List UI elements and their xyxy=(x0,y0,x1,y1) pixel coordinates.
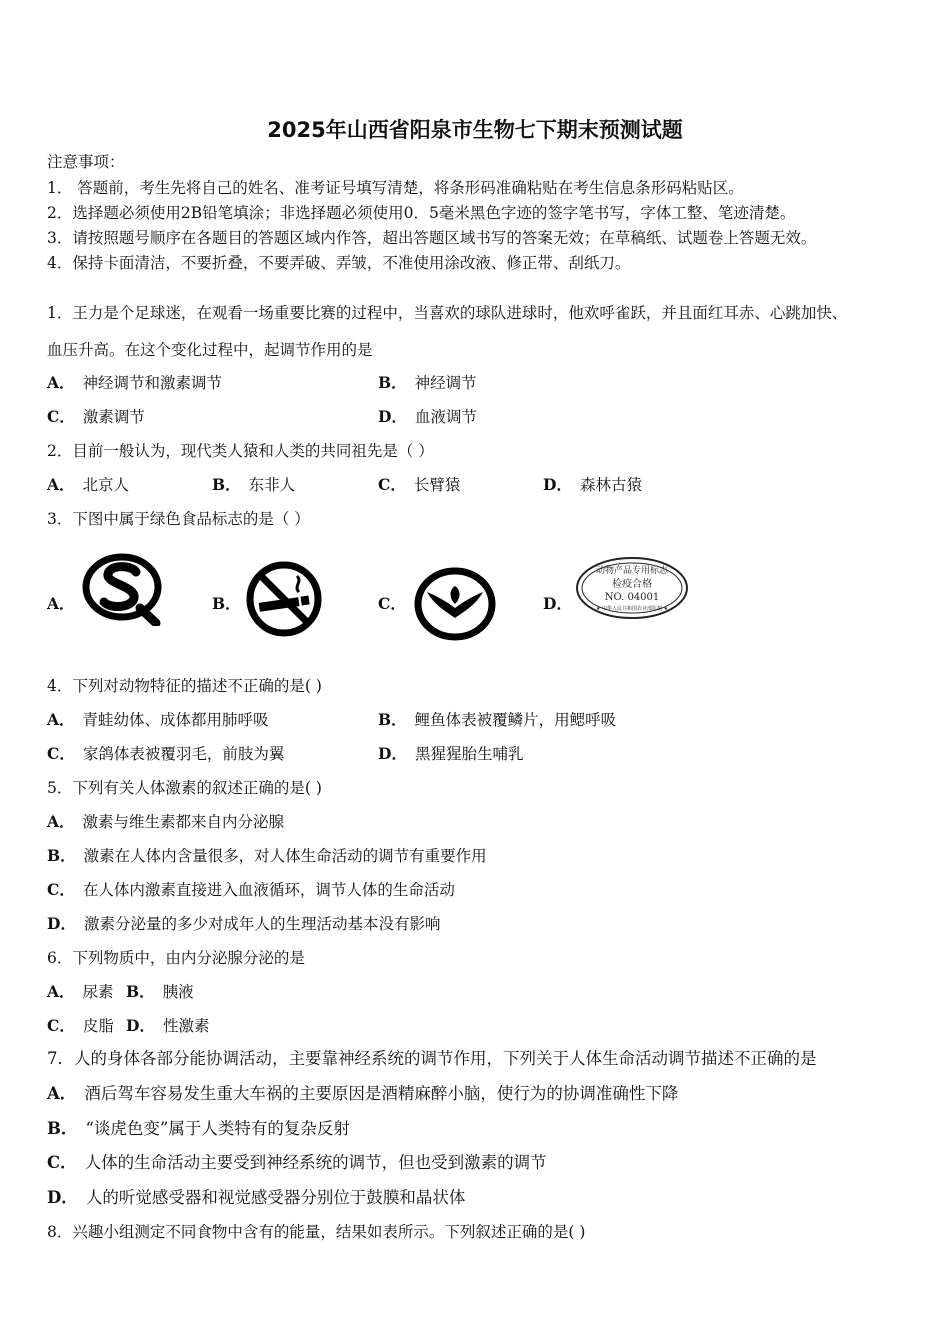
quarantine-stamp-icon xyxy=(574,555,690,621)
q2-stem: 2．目前一般认为，现代类人猿和人类的共同祖先是（ ） xyxy=(47,442,434,460)
q7-option-a: A． 酒后驾车容易发生重大车祸的主要原因是酒精麻醉小脑，使行为的协调准确性下降 xyxy=(47,1084,679,1103)
q5-option-a: A． 激素与维生素都来自内分泌腺 xyxy=(47,812,285,831)
page-title: 2025年山西省阳泉市生物七下期末预测试题 xyxy=(267,118,683,142)
q1-option-a: A． 神经调节和激素调节 xyxy=(47,373,223,392)
qs-mark-icon xyxy=(80,552,164,626)
q3-option-d: D． xyxy=(543,594,572,613)
q3-option-c: C． xyxy=(378,594,406,613)
q3-option-a: A． xyxy=(47,594,75,613)
stamp-number-text: NO. 04001 xyxy=(604,592,660,603)
stamp-bottom-text: ★ 中华人民共和国农业部监制 ★ xyxy=(595,606,669,612)
q1-option-c: C． 激素调节 xyxy=(47,407,145,426)
q7-stem: 7．人的身体各部分能协调活动，主要靠神经系统的调节作用，下列关于人体生命活动调节描述不正确的是 xyxy=(47,1049,817,1068)
q2-option-b: B． 东非人 xyxy=(212,475,296,494)
q4-option-b: B． 鲤鱼体表被覆鳞片，用鳃呼吸 xyxy=(378,710,617,729)
q2-option-d: D． 森林古猿 xyxy=(543,475,642,494)
q7-option-d: D． 人的听觉感受器和视觉感受器分别位于鼓膜和晶状体 xyxy=(47,1188,466,1207)
q6-option-d: D． 性激素 xyxy=(126,1016,210,1035)
q4-option-c: C． 家鸽体表被覆羽毛，前肢为翼 xyxy=(47,744,285,763)
notice-item: 2．选择题必须使用2B铅笔填涂；非选择题必须使用0．5毫米黑色字迹的签字笔书写，字体工整、笔迹清楚。 xyxy=(47,204,796,222)
stamp-top-text: 动物产品专用标志 xyxy=(595,566,669,576)
q6-stem: 6．下列物质中，由内分泌腺分泌的是 xyxy=(47,949,305,967)
q5-option-b: B． 激素在人体内含量很多，对人体生命活动的调节有重要作用 xyxy=(47,846,487,865)
q8-stem: 8．兴趣小组测定不同食物中含有的能量，结果如表所示。下列叙述正确的是( ) xyxy=(47,1223,586,1241)
q2-option-c: C． 长臂猿 xyxy=(378,475,461,494)
q4-stem: 4．下列对动物特征的描述不正确的是( ) xyxy=(47,677,322,695)
notice-item: 4．保持卡面清洁，不要折叠，不要弄破、弄皱，不准使用涂改液、修正带、刮纸刀。 xyxy=(47,254,631,272)
q2-option-a: A． 北京人 xyxy=(47,475,130,494)
q5-option-d: D． 激素分泌量的多少对成年人的生理活动基本没有影响 xyxy=(47,914,441,933)
q1-stem: 1．王力是个足球迷，在观看一场重要比赛的过程中，当喜欢的球队进球时，他欢呼雀跃，并且面红耳赤、心跳加快、 xyxy=(47,304,848,322)
notice-item: 1． 答题前，考生先将自己的姓名、准考证号填写清楚，将条形码准确粘贴在考生信息条形码粘贴区。 xyxy=(47,179,744,197)
q7-option-c: C． 人体的生命活动主要受到神经系统的调节，但也受到激素的调节 xyxy=(47,1153,547,1172)
q7-option-b: B． “谈虎色变”属于人类特有的复杂反射 xyxy=(47,1119,350,1138)
q1-stem-cont: 血压升高。在这个变化过程中，起调节作用的是 xyxy=(47,341,373,359)
q1-option-d: D． 血液调节 xyxy=(378,407,477,426)
q6-option-a: A． 尿素 xyxy=(47,982,114,1001)
q6-option-c: C． 皮脂 xyxy=(47,1016,114,1035)
q3-option-b: B． xyxy=(212,594,241,613)
q4-option-d: D． 黑猩猩胎生哺乳 xyxy=(378,744,524,763)
q5-option-c: C． 在人体内激素直接进入血液循环，调节人体的生命活动 xyxy=(47,880,455,899)
no-smoking-icon xyxy=(243,560,325,638)
q3-stem: 3．下图中属于绿色食品标志的是（ ） xyxy=(47,510,310,528)
notice-heading: 注意事项： xyxy=(47,153,125,171)
q1-option-b: B． 神经调节 xyxy=(378,373,477,392)
q6-option-b: B． 胰液 xyxy=(126,982,194,1001)
green-food-logo-icon xyxy=(413,566,497,642)
notice-item: 3．请按照题号顺序在各题目的答题区域内作答，超出答题区域书写的答案无效；在草稿纸、试题卷上答题无效。 xyxy=(47,229,817,247)
q4-option-a: A． 青蛙幼体、成体都用肺呼吸 xyxy=(47,710,269,729)
q5-stem: 5．下列有关人体激素的叙述正确的是( ) xyxy=(47,779,322,797)
stamp-middle-text: 检疫合格 xyxy=(612,579,652,590)
